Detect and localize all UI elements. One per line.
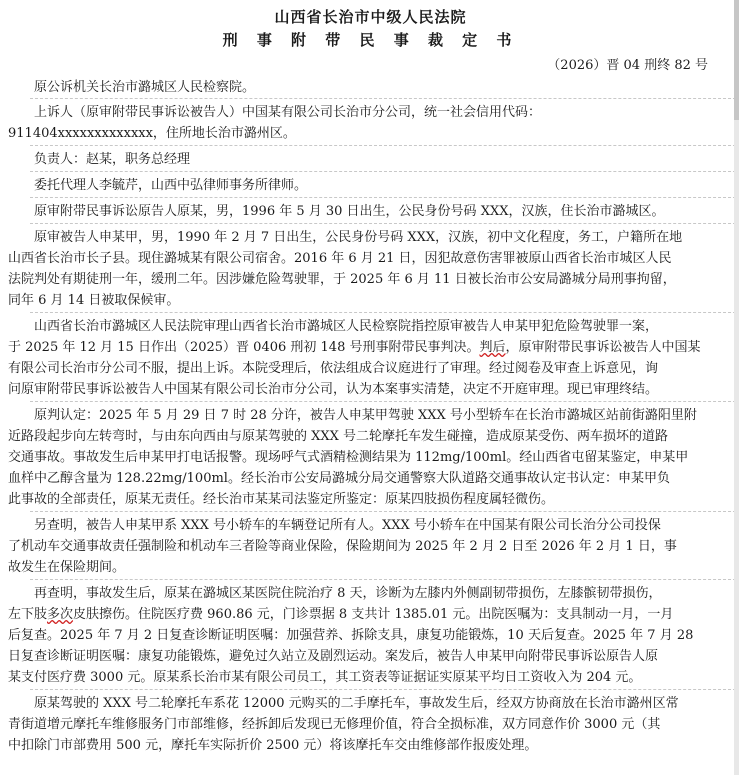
divider	[30, 145, 736, 146]
text-line: 原判认定：2025 年 5 月 29 日 7 时 28 分许，被告人申某甲驾驶 XXX 号小型轿车在长治市潞城区站前街潞阳里附	[34, 408, 697, 423]
text-span: 皮肤擦伤。住院医疗费 960.86 元，门诊票据 8 支共计 1385.01 元。出院医嘱为：支具制动一月，一月	[73, 607, 674, 622]
divider	[30, 171, 736, 172]
court-name-heading: 山西省长治市中级人民法院	[274, 8, 467, 26]
text-line: 原审附带民事诉讼原告人原某，男，1996 年 5 月 30 日出生，公民身份号码 XXX，汉族，住长治市潞城区。	[34, 204, 665, 219]
divider	[30, 401, 736, 402]
text-line: 山西省长治市长子县。现住潞城某有限公司宿舍。2016 年 6 月 21 日，因犯故意伤害罪被原山西省长治市城区人民	[8, 251, 672, 266]
text-line: 近路段起步向左转弯时，与由东向西由与原某驾驶的 XXX 号二轮摩托车发生碰撞，造成原某受伤、两车损坏的道路	[8, 429, 669, 444]
text-line: 原某驾驶的 XXX 号二轮摩托车系花 12000 元购买的二手摩托车，事故发生后，经双方协商放在长治市潞州区常	[34, 696, 679, 711]
text-span: 左下肢	[8, 607, 48, 622]
text-line: 委托代理人李毓芹，山西中弘律师事务所律师。	[34, 178, 308, 193]
text-line: 911404xxxxxxxxxxxxx，住所地长治市潞州区。	[8, 126, 296, 141]
text-line: 某支付医疗费 3000 元。原某系长治市某有限公司员工，其工资表等证据证实原某平均日工资收入为 204 元。	[8, 670, 642, 685]
vertical-scrollbar-thumb[interactable]	[734, 0, 739, 120]
text-line: 负责人：赵某，职务总经理	[34, 152, 191, 167]
text-span: 于 2025 年 12 月 15 日作出（2025）晋 0406 刑初 148 号刑事附带民事判决。	[8, 340, 480, 355]
divider	[30, 197, 736, 198]
text-line: 青街道增元摩托车维修服务门市部维修，经拆卸后发现已无修理价值，符合全损标准，双方同意作价 3000 元（其	[8, 717, 661, 732]
text-line: 再查明，事故发生后，原某在潞城区某医院住院治疗 8 天，诊断为左膝内外侧副韧带损伤，左膝髌韧带损伤，	[34, 586, 662, 601]
case-number: （2026）晋 04 刑终 82 号	[547, 58, 708, 73]
text-line: 山西省长治市潞城区人民法院审理山西省长治市潞城区人民检察院指控原审被告人申某甲犯危险驾驶罪一案，	[34, 319, 659, 334]
spell-check-marked-text: 判后	[479, 340, 506, 355]
text-span: ，原审附带民事诉讼被告人中国某	[505, 340, 701, 355]
text-line	[8, 338, 734, 357]
text-line: 上诉人（原审附带民事诉讼被告人）中国某有限公司长治市分公司，统一社会信用代码：	[34, 105, 542, 120]
text-line: 中扣除门市部费用 500 元，摩托车实际折价 2500 元）将该摩托车交由维修部作报废处理。	[8, 738, 538, 753]
divider	[30, 511, 736, 512]
divider	[30, 689, 736, 690]
text-line: 原审被告人申某甲，男，1990 年 2 月 7 日出生，公民身份号码 XXX，汉族，初中文化程度，务工，户籍所在地	[34, 230, 683, 245]
text-line: 日复查诊断证明医嘱：康复功能锻炼，避免过久站立及剧烈运动。案发后，被告人申某甲向附带民事诉讼原告人原	[8, 649, 659, 664]
text-line: 血样中乙醇含量为 128.22mg/100ml。经长治市公安局潞城分局交通警察大队道路交通事故认定书认定：申某甲负	[8, 471, 670, 486]
text-line: 故发生在保险期间。	[8, 560, 126, 575]
text-line: 后复查。2025 年 7 月 2 日复查诊断证明医嘱：加强营养、拆除支具，康复功能锻炼，10 天后复查。2025 年 7 月 28	[8, 628, 694, 643]
divider	[30, 579, 736, 580]
divider	[30, 98, 736, 99]
divider	[30, 223, 736, 224]
text-line: 有限公司长治市分公司不服，提出上诉。本院受理后，依法组成合议庭进行了审理。经过阅卷及审查上诉意见，询	[8, 361, 659, 376]
text-line: 了机动车交通事故责任强制险和机动车三者险等商业保险，保险期间为 2025 年 2 月 2 日至 2026 年 2 月 1 日，事	[8, 539, 677, 554]
divider	[30, 312, 736, 313]
text-line: 原公诉机关长治市潞城区人民检察院。	[34, 80, 256, 95]
document-type-heading: 刑 事 附 带 民 事 裁 定 书	[222, 31, 519, 49]
text-line: 此事故的全部责任，原某无责任。经长治市某某司法鉴定所鉴定：原某四肢损伤程度属轻微伤。	[8, 492, 555, 507]
text-line: 同年 6 月 14 日被取保候审。	[8, 293, 180, 308]
text-line: 问原审附带民事诉讼被告人中国某有限公司长治市分公司，认为本案事实清楚，决定不开庭审理。现已审理终结。	[8, 382, 659, 397]
text-line: 法院判处有期徒刑一年，缓刑二年。因涉嫌危险驾驶罪，于 2025 年 6 月 11 日被长治市公安局潞城分局刑事拘留，	[8, 272, 676, 287]
text-line: 交通事故。事故发生后申某甲打电话报警。现场呼气式酒精检测结果为 112mg/100ml。经山西省屯留某鉴定，申某甲	[8, 450, 689, 465]
text-line: 另查明，被告人申某甲系 XXX 号小轿车的车辆登记所有人。XXX 号小轿车在中国某有限公司长治分公司投保	[34, 518, 661, 533]
text-line	[8, 605, 734, 624]
spell-check-marked-text: 多次	[47, 607, 74, 622]
